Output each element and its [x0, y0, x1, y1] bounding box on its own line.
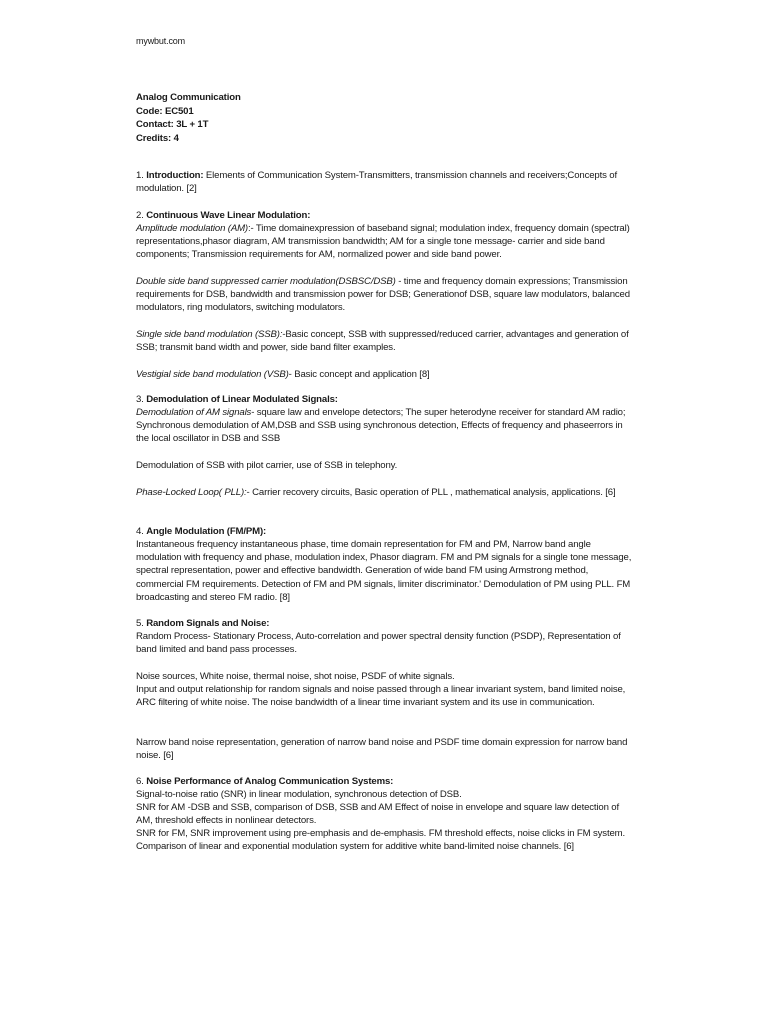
module-2-para-2-topic: Double side band suppressed carrier modulation(DSBSC/DSB): [136, 276, 396, 287]
module-5-title: Random Signals and Noise:: [146, 618, 270, 629]
course-credits: Credits: 4: [136, 132, 179, 144]
module-5-para-2: Noise sources, White noise, thermal noise, shot noise, PSDF of white signals.: [136, 671, 455, 682]
module-2-para-3-topic: Single side band modulation (SSB):: [136, 329, 283, 340]
module-5-number: 5.: [136, 618, 147, 629]
module-2-number: 2.: [136, 210, 147, 221]
module-2-title: Continuous Wave Linear Modulation:: [146, 210, 311, 221]
module-2-para-4: [136, 368, 636, 381]
module-5-para-3: Input and output relationship for random signals and noise passed through a linear invariant system, band limited noise, ARC filtering of white noise. The noise bandwidth of a linear time invariant system and its use in communication.: [136, 684, 626, 709]
module-1-number: 1.: [136, 170, 147, 181]
module-3-number: 3.: [136, 394, 147, 405]
module-5-heading: [136, 617, 636, 630]
module-5-para-1: Random Process- Stationary Process, Auto-correlation and power spectral density function (PSDP), Representation of band limited and band pass processes.: [136, 631, 621, 656]
module-3-para-1: [136, 406, 636, 446]
course-code: Code: EC501: [136, 105, 194, 117]
module-4-title: Angle Modulation (FM/PM):: [146, 526, 267, 537]
module-2-para-3: [136, 328, 636, 354]
module-6-number: 6.: [136, 776, 147, 787]
module-2-para-4-text: - Basic concept and application [8]: [288, 369, 430, 380]
module-2-para-4-topic: Vestigial side band modulation (VSB): [136, 369, 289, 380]
module-6-para-3: SNR for FM, SNR improvement using pre-emphasis and de-emphasis. FM threshold effects, noise clicks in FM system. Comparison of linear and exponential modulation system for additive white band-limited noise channels. [6]: [136, 828, 625, 853]
module-2-para-1: [136, 222, 636, 262]
module-3-para-1-text: - square law and envelope detectors; The super heterodyne receiver for standard AM radio; Synchronous demodulation of AM,DSB and SSB using synchronous detection, Effects of frequency and phaseerrors in the local oscillator in DSB and SSB: [136, 407, 626, 445]
course-title: Analog Communication: [136, 92, 241, 103]
module-3-title: Demodulation of Linear Modulated Signals:: [146, 394, 338, 405]
course-contact: Contact: 3L + 1T: [136, 119, 209, 131]
module-3-heading: [136, 393, 636, 406]
module-1-title: Introduction:: [146, 170, 204, 181]
module-6-title: Noise Performance of Analog Communication Systems:: [146, 776, 394, 787]
module-4-heading: [136, 525, 636, 538]
module-1-text: Elements of Communication System-Transmitters, transmission channels and receivers;Concepts of modulation. [2]: [136, 170, 617, 195]
module-3-para-2: Demodulation of SSB with pilot carrier, use of SSB in telephony.: [136, 460, 398, 471]
module-3-para-3-topic: Phase-Locked Loop( PLL):: [136, 487, 247, 498]
module-6-heading: [136, 775, 636, 788]
module-6-para-2: SNR for AM -DSB and SSB, comparison of DSB, SSB and AM Effect of noise in envelope and square law detection of AM, threshold effects in nonlinear detectors.: [136, 802, 619, 827]
module-2-para-3-text: -Basic concept, SSB with suppressed/reduced carrier, advantages and generation of SSB; transmit band width and power, side band filter examples.: [136, 329, 629, 354]
module-2-para-2: [136, 275, 636, 315]
module-6-para-1: Signal-to-noise ratio (SNR) in linear modulation, synchronous detection of DSB.: [136, 789, 462, 800]
module-2-para-2-text: - time and frequency domain expressions; Transmission requirements for DSB, bandwidth and transmission power for DSB; Generationof DSB, square law modulators, balanced modulators, ring modulators, switching modulators.: [136, 276, 630, 314]
site-name: mywbut.com: [136, 36, 186, 46]
module-3-para-3: [136, 486, 636, 499]
module-2-para-1-text: :- Time domainexpression of baseband signal; modulation index, frequency domain (spectral) representations,phasor diagram, AM transmission bandwidth; AM for a single tone message- carrier and side band components; Transmission requirements for AM, normalized power and side band power.: [136, 223, 630, 261]
course-header: [136, 91, 241, 145]
module-3-para-1-topic: Demodulation of AM signals: [136, 407, 252, 418]
module-2-heading: [136, 209, 636, 222]
module-5-para-4: Narrow band noise representation, generation of narrow band noise and PSDF time domain expression for narrow band noise. [6]: [136, 737, 628, 762]
module-2-para-1-topic: Amplitude modulation (AM): [136, 223, 248, 234]
module-4-number: 4.: [136, 526, 147, 537]
module-3-para-3-text: - Carrier recovery circuits, Basic operation of PLL , mathematical analysis, applications. [6]: [246, 487, 616, 498]
module-1: [136, 169, 636, 195]
module-4-text: Instantaneous frequency instantaneous phase, time domain representation for FM and PM, Narrow band angle modulation with frequency and phase, modulation index, Phasor diagram. FM and PM signals for a single tone message, spectral representation, power and effective bandwidth. Generation of wide band FM using Armstrong method, commercial FM requirements. Detection of FM and PM signals, limiter discriminator.' Demodulation of PM using PLL. FM broadcasting and stereo FM radio. [8]: [136, 539, 632, 603]
